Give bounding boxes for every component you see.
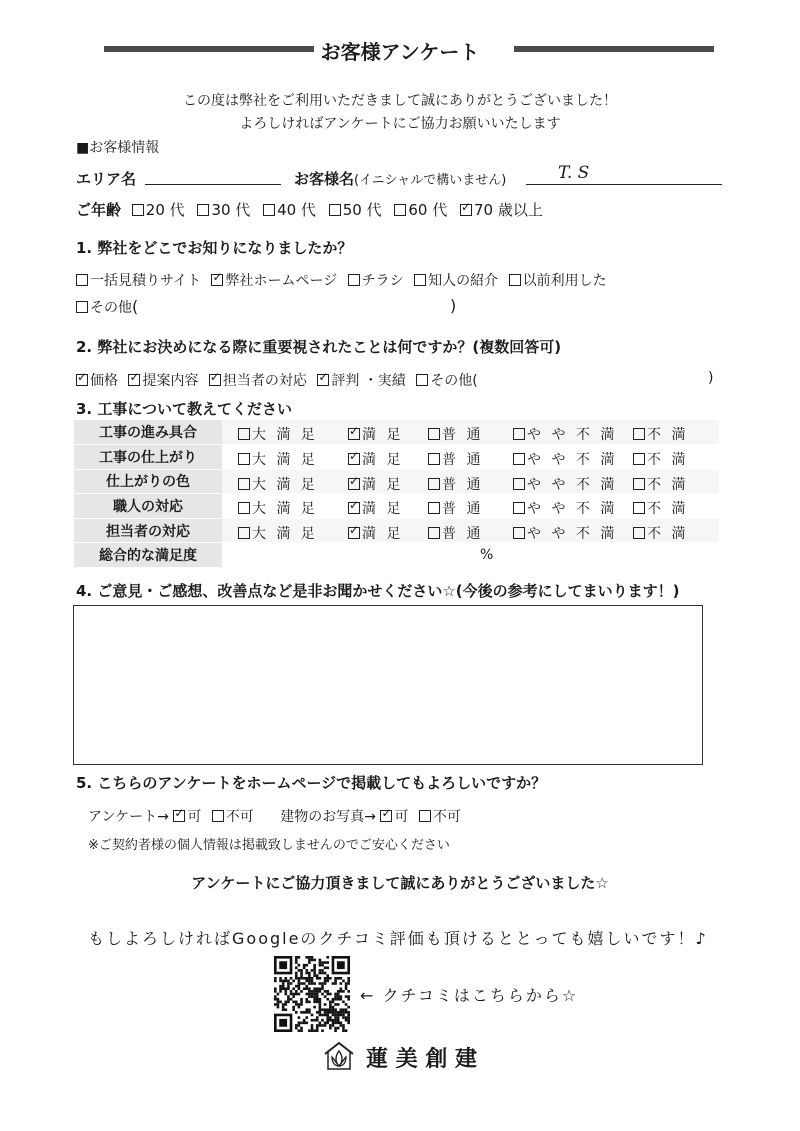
q1-other-paren-close: ) bbox=[450, 296, 457, 315]
evaluation-checkbox[interactable] bbox=[633, 453, 645, 465]
name-value: T. S bbox=[558, 163, 590, 183]
q1-flyer-checkbox[interactable] bbox=[348, 274, 360, 286]
feedback-textarea[interactable] bbox=[73, 605, 703, 765]
evaluation-checkbox[interactable] bbox=[428, 428, 440, 440]
evaluation-checkbox[interactable] bbox=[238, 453, 250, 465]
evaluation-option[interactable]: 不 満 bbox=[633, 424, 688, 444]
age-60-checkbox[interactable] bbox=[394, 204, 406, 216]
q5-photo-label: 建物のお写真→ bbox=[280, 809, 376, 825]
q2-option-other[interactable]: その他( bbox=[416, 373, 477, 389]
overall-field[interactable] bbox=[222, 543, 719, 568]
evaluation-option[interactable]: 普 通 bbox=[428, 424, 483, 444]
closing-message: アンケートにご協力頂きまして誠にありがとうございました☆ bbox=[191, 874, 609, 892]
evaluation-checkbox[interactable] bbox=[348, 478, 360, 490]
evaluation-checkbox[interactable] bbox=[238, 478, 250, 490]
q4-title: 4. ご意見・ご感想、改善点など是非お聞かせください☆(今後の参考にしてまいります！) bbox=[76, 582, 680, 600]
q2-option-reputation[interactable]: ✓ 評判 ・実績 bbox=[317, 373, 405, 389]
q1-option-referral[interactable]: 知人の紹介 bbox=[414, 273, 498, 289]
q5-survey-deny[interactable]: 不可 bbox=[212, 809, 254, 825]
evaluation-checkbox[interactable] bbox=[513, 428, 525, 440]
q5-survey-allow-checkbox[interactable] bbox=[173, 810, 185, 822]
q2-proposal-checkbox[interactable] bbox=[128, 374, 140, 386]
evaluation-option[interactable]: 不 満 bbox=[633, 449, 688, 469]
evaluation-option[interactable]: や や 不 満 bbox=[513, 498, 617, 518]
evaluation-option[interactable]: 大 満 足 bbox=[238, 424, 318, 444]
q2-other-checkbox[interactable] bbox=[416, 374, 428, 386]
q1-homepage-checkbox[interactable] bbox=[211, 274, 223, 286]
evaluation-checkbox[interactable] bbox=[348, 453, 360, 465]
q5-survey-deny-checkbox[interactable] bbox=[212, 810, 224, 822]
age-option-60[interactable]: 60 代 bbox=[394, 201, 447, 219]
overall-label: 総合的な満足度 bbox=[74, 543, 222, 568]
qr-code[interactable] bbox=[274, 956, 350, 1032]
evaluation-option[interactable]: 不 満 bbox=[633, 498, 688, 518]
evaluation-row-label: 仕上がりの色 bbox=[74, 469, 222, 494]
evaluation-row bbox=[74, 494, 719, 519]
evaluation-checkbox[interactable] bbox=[238, 527, 250, 539]
evaluation-checkbox[interactable] bbox=[348, 527, 360, 539]
age-option-40[interactable]: 40 代 bbox=[263, 201, 316, 219]
age-row bbox=[76, 199, 543, 220]
q1-referral-checkbox[interactable] bbox=[414, 274, 426, 286]
q1-other-checkbox[interactable] bbox=[76, 301, 88, 313]
evaluation-checkbox[interactable] bbox=[633, 527, 645, 539]
age-40-checkbox[interactable] bbox=[263, 204, 275, 216]
q5-note: ※ご契約者様の個人情報は掲載致しませんのでご安心ください bbox=[88, 838, 450, 853]
evaluation-row bbox=[74, 518, 719, 543]
q2-price-checkbox[interactable] bbox=[76, 374, 88, 386]
q2-paren-close: ) bbox=[708, 370, 714, 386]
evaluation-option[interactable]: 大 満 足 bbox=[238, 523, 318, 543]
q5-photo-allow-checkbox[interactable] bbox=[380, 810, 392, 822]
q5-options bbox=[88, 806, 461, 826]
evaluation-row-label: 担当者の対応 bbox=[74, 518, 222, 543]
evaluation-row bbox=[74, 469, 719, 494]
evaluation-option[interactable]: 大 満 足 bbox=[238, 498, 318, 518]
age-20-checkbox[interactable] bbox=[132, 204, 144, 216]
evaluation-option[interactable]: ✓ 満 足 bbox=[348, 474, 403, 494]
q5-photo-deny-checkbox[interactable] bbox=[419, 810, 431, 822]
q1-option-comparison-site[interactable]: 一括見積りサイト bbox=[76, 273, 201, 289]
q1-options bbox=[76, 270, 607, 290]
evaluation-checkbox[interactable] bbox=[428, 527, 440, 539]
q1-option-homepage[interactable]: ✓ 弊社ホームページ bbox=[211, 273, 337, 289]
evaluation-option[interactable]: 普 通 bbox=[428, 474, 483, 494]
evaluation-row-label: 職人の対応 bbox=[74, 494, 222, 519]
q2-option-proposal[interactable]: ✓ 提案内容 bbox=[128, 373, 198, 389]
evaluation-checkbox[interactable] bbox=[633, 502, 645, 514]
evaluation-option[interactable]: ✓ 満 足 bbox=[348, 449, 403, 469]
age-option-30[interactable]: 30 代 bbox=[197, 201, 250, 219]
evaluation-option[interactable]: 不 満 bbox=[633, 474, 688, 494]
evaluation-option[interactable]: や や 不 満 bbox=[513, 424, 617, 444]
age-50-checkbox[interactable] bbox=[329, 204, 341, 216]
q1-other-option[interactable]: その他( bbox=[76, 297, 138, 317]
evaluation-option[interactable]: や や 不 満 bbox=[513, 474, 617, 494]
evaluation-option[interactable]: ✓ 満 足 bbox=[348, 424, 403, 444]
q2-title: 2. 弊社にお決めになる際に重要視されたことは何ですか？(複数回答可) bbox=[76, 338, 562, 356]
evaluation-option[interactable]: 普 通 bbox=[428, 498, 483, 518]
evaluation-checkbox[interactable] bbox=[238, 502, 250, 514]
evaluation-table bbox=[74, 420, 719, 568]
evaluation-checkbox[interactable] bbox=[513, 478, 525, 490]
evaluation-checkbox[interactable] bbox=[238, 428, 250, 440]
company-name: 蓮 美 創 建 bbox=[366, 1047, 477, 1072]
evaluation-row-label: 工事の進み具合 bbox=[74, 420, 222, 445]
name-label: お客様名 bbox=[294, 170, 355, 188]
q2-staff-checkbox[interactable] bbox=[209, 374, 221, 386]
q5-title: 5. こちらのアンケートをホームページで掲載してもよろしいですか？ bbox=[76, 774, 547, 792]
q2-options bbox=[76, 370, 478, 390]
q1-previous-use-checkbox[interactable] bbox=[509, 274, 521, 286]
q5-photo-allow[interactable]: ✓ 可 bbox=[380, 809, 408, 825]
q1-title: 1. 弊社をどこでお知りになりましたか？ bbox=[76, 239, 353, 257]
evaluation-option[interactable]: 大 満 足 bbox=[238, 474, 318, 494]
evaluation-option[interactable]: 普 通 bbox=[428, 449, 483, 469]
evaluation-option[interactable]: や や 不 満 bbox=[513, 523, 617, 543]
q2-option-price[interactable]: ✓価格 bbox=[76, 373, 118, 389]
age-30-checkbox[interactable] bbox=[197, 204, 209, 216]
intro-line-1: この度は弊社をご利用いただきまして誠にありがとうございました！ bbox=[183, 93, 617, 109]
overall-row bbox=[74, 543, 719, 568]
evaluation-option[interactable]: ✓ 満 足 bbox=[348, 498, 403, 518]
area-field[interactable] bbox=[145, 184, 281, 185]
q3-title: 3. 工事について教えてください bbox=[76, 400, 293, 418]
age-option-20[interactable]: 20 代 bbox=[132, 201, 185, 219]
evaluation-checkbox[interactable] bbox=[513, 527, 525, 539]
q1-comparison-site-checkbox[interactable] bbox=[76, 274, 88, 286]
age-option-70[interactable]: ✓ 70 歳以上 bbox=[460, 201, 543, 219]
intro-line-2: よろしければアンケートにご協力お願いいたします bbox=[239, 116, 561, 132]
area-label: エリア名 bbox=[76, 170, 137, 188]
evaluation-checkbox[interactable] bbox=[428, 502, 440, 514]
page-title: お客様アンケート bbox=[320, 40, 480, 64]
name-label-group bbox=[294, 168, 506, 189]
handwritten-google-note: もしよろしければGoogleのクチコミ評価も頂けるととっても嬉しいです！♪ bbox=[88, 929, 708, 948]
evaluation-row bbox=[74, 445, 719, 470]
evaluation-checkbox[interactable] bbox=[348, 428, 360, 440]
age-label: ご年齢 bbox=[76, 201, 122, 219]
evaluation-checkbox[interactable] bbox=[633, 428, 645, 440]
evaluation-option[interactable]: や や 不 満 bbox=[513, 449, 617, 469]
overall-unit: % bbox=[480, 547, 497, 564]
evaluation-checkbox[interactable] bbox=[513, 502, 525, 514]
evaluation-checkbox[interactable] bbox=[348, 502, 360, 514]
age-70-checkbox[interactable] bbox=[460, 204, 472, 216]
evaluation-row-label: 工事の仕上がり bbox=[74, 445, 222, 470]
age-option-50[interactable]: 50 代 bbox=[329, 201, 382, 219]
evaluation-checkbox[interactable] bbox=[428, 453, 440, 465]
handwritten-qr-note: ← クチコミはこちらから☆ bbox=[360, 986, 579, 1005]
q2-reputation-checkbox[interactable] bbox=[317, 374, 329, 386]
q2-option-staff[interactable]: ✓ 担当者の対応 bbox=[209, 373, 307, 389]
q5-survey-label: アンケート→ bbox=[88, 809, 169, 825]
evaluation-checkbox[interactable] bbox=[513, 453, 525, 465]
lotus-house-logo-icon bbox=[322, 1040, 356, 1072]
evaluation-checkbox[interactable] bbox=[633, 478, 645, 490]
evaluation-option[interactable]: 不 満 bbox=[633, 523, 688, 543]
evaluation-option[interactable]: 普 通 bbox=[428, 523, 483, 543]
customer-section-label: ■お客様情報 bbox=[76, 140, 160, 156]
evaluation-checkbox[interactable] bbox=[428, 478, 440, 490]
evaluation-option[interactable]: 大 満 足 bbox=[238, 449, 318, 469]
q5-survey-allow[interactable]: ✓ 可 bbox=[173, 809, 201, 825]
evaluation-row bbox=[74, 420, 719, 445]
name-note: (イニシャルで構いません) bbox=[354, 173, 507, 188]
q5-photo-deny[interactable]: 不可 bbox=[419, 809, 461, 825]
q1-option-flyer[interactable]: チラシ bbox=[348, 273, 404, 289]
name-field[interactable] bbox=[526, 184, 722, 185]
evaluation-option[interactable]: ✓ 満 足 bbox=[348, 523, 403, 543]
q1-option-previous-use[interactable]: 以前利用した bbox=[509, 273, 607, 289]
